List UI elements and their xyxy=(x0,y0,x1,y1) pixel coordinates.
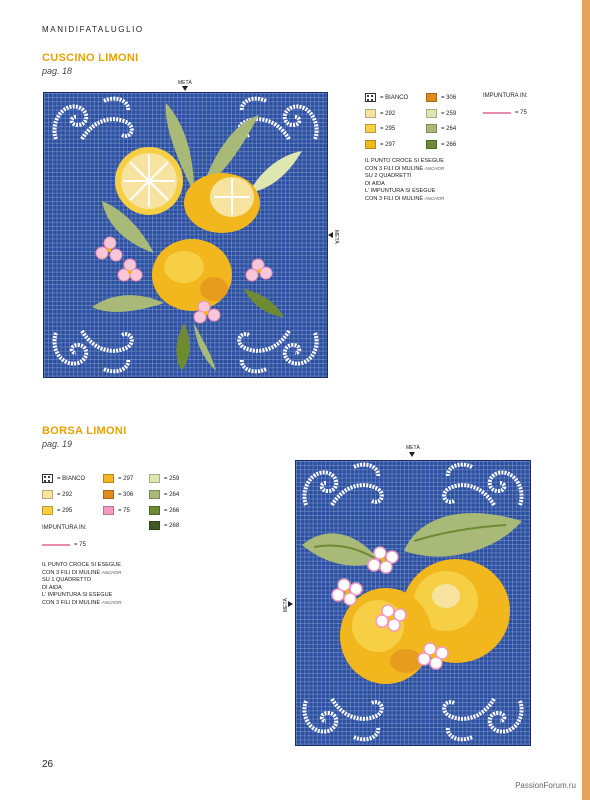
center-mark-top-label: METÀ xyxy=(178,80,192,86)
legend-item-292 xyxy=(42,490,72,499)
swatch-295 xyxy=(42,506,53,515)
backstitch-swatch xyxy=(42,544,70,546)
legend-label: = 268 xyxy=(164,522,180,529)
legend-label: = 295 xyxy=(380,125,396,132)
legend-item-266 xyxy=(149,506,179,515)
lemon-motif-borsa xyxy=(296,461,530,745)
stitch-instructions-cuscino xyxy=(365,158,444,203)
backstitch-label: = 75 xyxy=(74,542,86,548)
legend-label: = BIANCO xyxy=(57,475,86,482)
note-line: DI AIDA xyxy=(365,180,385,187)
swatch-292 xyxy=(42,490,53,499)
note-line: L' IMPUNTURA SI ESEGUE xyxy=(365,187,436,194)
lemon-motif-cuscino xyxy=(44,93,327,377)
swatch-259 xyxy=(426,109,437,118)
swatch-75 xyxy=(103,506,114,515)
legend-label: = 295 xyxy=(57,507,73,514)
swatch-292 xyxy=(365,109,376,118)
center-mark-side-arrow xyxy=(328,232,333,238)
center-mark-side-label: METÀ xyxy=(283,598,289,612)
note-line: IL PUNTO CROCE SI ESEGUE xyxy=(365,158,444,164)
page-number: 26 xyxy=(42,759,54,770)
legend-item-259 xyxy=(426,109,456,118)
backstitch-heading: IMPUNTURA IN: xyxy=(42,525,87,531)
legend-label: = 297 xyxy=(380,141,396,148)
page-reference-cuscino: pag. 18 xyxy=(42,66,73,76)
legend-label: = 306 xyxy=(441,94,457,101)
backstitch-swatch xyxy=(483,112,511,114)
legend-item-295 xyxy=(365,124,395,133)
stitch-instructions-borsa xyxy=(42,562,121,607)
legend-item-297 xyxy=(365,140,395,149)
anchor-logo: ANCHOR xyxy=(424,196,445,202)
center-mark-top-arrow xyxy=(182,86,188,91)
page-reference-borsa: pag. 19 xyxy=(42,439,73,449)
legend-item-295 xyxy=(42,506,72,515)
legend-label: = 266 xyxy=(164,507,180,514)
legend-label: = 75 xyxy=(118,507,130,514)
legend-item-306 xyxy=(103,490,133,499)
swatch-306 xyxy=(103,490,114,499)
note-line: CON 3 FILI DI MULINÈ ANCHOR xyxy=(365,166,445,173)
legend-item-75 xyxy=(103,506,130,515)
legend-label: = BIANCO xyxy=(380,94,409,101)
swatch-295 xyxy=(365,124,376,133)
legend-label: = 264 xyxy=(441,125,457,132)
backstitch-item xyxy=(42,542,86,548)
legend-item-266 xyxy=(426,140,456,149)
swatch-bianco xyxy=(365,93,376,102)
note-line: CON 3 FILI DI MULINÈ ANCHOR xyxy=(365,196,445,203)
cross-stitch-chart-borsa xyxy=(295,460,531,746)
swatch-297 xyxy=(103,474,114,483)
legend-label: = 292 xyxy=(380,110,396,117)
swatch-268 xyxy=(149,521,160,530)
legend-label: = 292 xyxy=(57,491,73,498)
backstitch-item xyxy=(483,110,527,116)
legend-label: = 259 xyxy=(441,110,457,117)
legend-item-306 xyxy=(426,93,456,102)
note-line: SU 2 QUADRETTI xyxy=(365,173,412,180)
magazine-header: MANIDIFATALUGLIO xyxy=(42,25,144,34)
legend-item-268 xyxy=(149,521,179,530)
legend-item-bianco xyxy=(42,474,85,483)
section-title-borsa: BORSA LIMONI xyxy=(42,425,127,437)
legend-label: = 266 xyxy=(441,141,457,148)
anchor-logo: ANCHOR xyxy=(424,166,445,172)
center-mark-top-label: METÀ xyxy=(406,445,420,451)
legend-label: = 264 xyxy=(164,491,180,498)
note-line: L' IMPUNTURA SI ESEGUE xyxy=(42,591,113,598)
legend-label: = 306 xyxy=(118,491,134,498)
swatch-264 xyxy=(149,490,160,499)
legend-item-292 xyxy=(365,109,395,118)
note-line: SU 1 QUADRETTO xyxy=(42,577,92,584)
swatch-259 xyxy=(149,474,160,483)
swatch-297 xyxy=(365,140,376,149)
backstitch-label: = 75 xyxy=(515,110,527,116)
swatch-266 xyxy=(426,140,437,149)
legend-item-297 xyxy=(103,474,133,483)
center-mark-side-arrow xyxy=(288,601,293,607)
swatch-bianco xyxy=(42,474,53,483)
note-line: CON 3 FILI DI MULINÈ ANCHOR xyxy=(42,600,122,607)
page-edge-strip xyxy=(582,0,590,800)
backstitch-heading: IMPUNTURA IN: xyxy=(483,93,528,99)
swatch-266 xyxy=(149,506,160,515)
legend-label: = 297 xyxy=(118,475,134,482)
cross-stitch-chart-cuscino xyxy=(43,92,328,378)
legend-item-bianco xyxy=(365,93,408,102)
center-mark-top-arrow xyxy=(409,452,415,457)
note-line: CON 3 FILI DI MULINÈ ANCHOR xyxy=(42,570,122,577)
anchor-logo: ANCHOR xyxy=(101,600,122,606)
legend-label: = 259 xyxy=(164,475,180,482)
legend-item-264 xyxy=(426,124,456,133)
center-mark-side-label: METÀ xyxy=(333,230,339,244)
note-line: IL PUNTO CROCE SI ESEGUE xyxy=(42,562,121,568)
note-line: DI AIDA xyxy=(42,584,62,591)
section-title-cuscino: CUSCINO LIMONI xyxy=(42,52,139,64)
swatch-306 xyxy=(426,93,437,102)
legend-item-264 xyxy=(149,490,179,499)
watermark: PassionForum.ru xyxy=(515,781,576,790)
legend-item-259 xyxy=(149,474,179,483)
swatch-264 xyxy=(426,124,437,133)
anchor-logo: ANCHOR xyxy=(101,570,122,576)
